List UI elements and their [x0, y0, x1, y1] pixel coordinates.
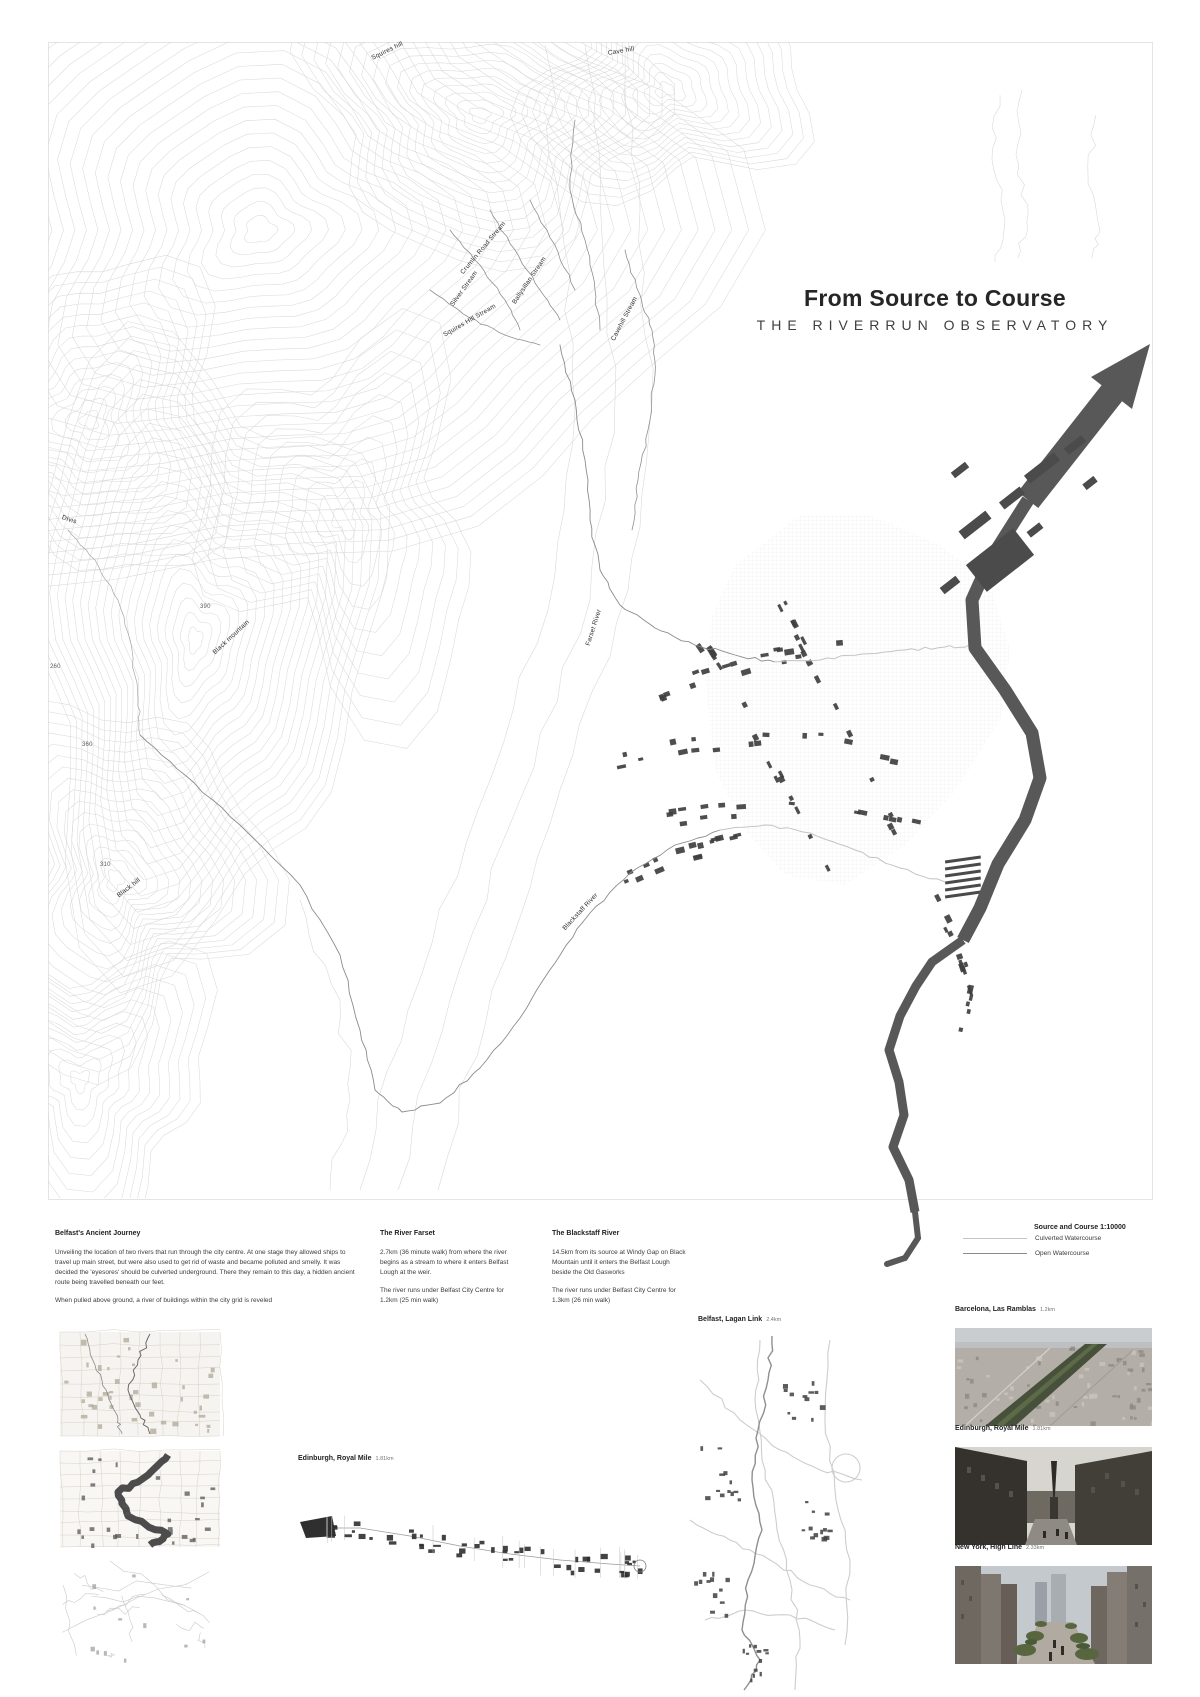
contour-number-360: 360: [82, 742, 93, 748]
edinburgh-royal-mile-plan: [300, 1516, 646, 1579]
open-line-swatch: [963, 1253, 1027, 1254]
photo-edinburgh: [955, 1447, 1152, 1545]
text-block-heading: The Blackstaff River: [552, 1230, 620, 1237]
map-label-farset-river: Farset River: [584, 608, 604, 647]
contour-number-310: 310: [100, 862, 111, 868]
legend: [963, 1224, 1133, 1265]
caption-photo-edinburgh: [955, 1425, 1051, 1432]
legend-item-label: Culverted Watercourse: [1035, 1235, 1102, 1242]
caption-text: Belfast, Lagan Link: [698, 1316, 763, 1323]
culverted-line-swatch: [963, 1238, 1027, 1239]
caption-distance: 2.4km: [766, 1317, 782, 1323]
text-block-paragraph: When pulled above ground, a river of buildings within the city grid is reveled: [55, 1297, 273, 1305]
poster-title: From Source to Course: [804, 285, 1066, 311]
caption-distance: 1.81km: [1032, 1426, 1051, 1432]
belfast-lagan-link-map: [690, 1336, 862, 1690]
map-label-cavehill-stream: Cavehill Stream: [609, 295, 640, 343]
new-york-high-line-image: [955, 1566, 1152, 1664]
text-block-heading: Belfast's Ancient Journey: [55, 1230, 141, 1237]
map-label-silver-stream: Silver Stream: [449, 269, 480, 308]
text-block-ancient-journey: [55, 1229, 355, 1314]
caption-lagan-link: [698, 1316, 781, 1323]
legend-item-label: Open Watercourse: [1035, 1250, 1090, 1257]
edinburgh-street-image: [955, 1447, 1152, 1545]
left-mini-maps: [60, 1329, 224, 1662]
text-block-paragraph: 2.7km (36 minute walk) from where the river begins as a stream to where it enters Belfast Lough at the weir.: [380, 1248, 509, 1276]
map-label-black-mountain: Black mountain: [211, 618, 251, 657]
map-label-squires-hill-stream: Squires Hill Stream: [442, 302, 498, 339]
caption-text: Edinburgh, Royal Mile: [298, 1455, 372, 1462]
map-label-cave-hill: Cave hill: [607, 45, 635, 57]
map-label-divis: Divis: [60, 514, 78, 526]
caption-distance: 1.81km: [375, 1456, 394, 1462]
legend-item-culverted: [963, 1235, 1133, 1242]
poster-subtitle: THE RIVERRUN OBSERVATORY: [756, 317, 1114, 334]
title-block: [755, 286, 1115, 333]
map-label-squires-hill: Squires hill: [370, 40, 405, 62]
text-block-paragraph: The river runs under Belfast City Centre for 1.3km (26 min walk): [552, 1287, 676, 1305]
caption-text: Edinburgh, Royal Mile: [955, 1425, 1029, 1432]
contour-number-390: 390: [200, 604, 211, 610]
text-block-heading: The River Farset: [380, 1230, 435, 1237]
caption-distance: 2.33km: [1026, 1545, 1045, 1551]
caption-photo-newyork: [955, 1544, 1044, 1551]
barcelona-aerial-image: [955, 1328, 1152, 1426]
legend-item-open: [963, 1250, 1133, 1257]
caption-photo-barcelona: [955, 1306, 1055, 1313]
legend-title: Source and Course 1:10000: [1034, 1224, 1126, 1231]
text-block-paragraph: Unveiling the location of two rivers that run through the city centre. At one stage they allowed ships to travel up main street, but were also used to get rid of waste and became polluted and smelly. It was decided the 'eyesores' should be culverted underground. There they remain to this day, a hidden ancient route being travelled beneath our feet.: [55, 1248, 355, 1287]
caption-distance: 1.2km: [1039, 1307, 1055, 1313]
photo-barcelona: [955, 1328, 1152, 1426]
map-label-black-hill: Black hill: [115, 876, 142, 900]
text-block-blackstaff-river: [552, 1229, 686, 1314]
text-block-paragraph: The river runs under Belfast City Centre for 1.2km (25 min walk): [380, 1287, 504, 1305]
map-label-ballysillan-stream: Ballysillan Stream: [511, 255, 548, 306]
photo-newyork: [955, 1566, 1152, 1664]
city-figure-ground: [617, 515, 1010, 1032]
map-label-crumlin-road-stream: Crumlin Road Stream: [459, 220, 508, 276]
caption-text: New York, High Line: [955, 1544, 1023, 1551]
caption-text: Barcelona, Las Ramblas: [955, 1306, 1036, 1313]
text-block-paragraph: 14.5km from its source at Windy Gap on Black Mountain until it enters the Belfast Lough beside the Old Gasworks: [552, 1248, 686, 1276]
text-block-river-farset: [380, 1229, 514, 1314]
caption-edinburgh-plan: [298, 1455, 394, 1462]
contour-number-260: 260: [50, 664, 61, 670]
map-label-blackstaff-river: Blackstaff River: [561, 891, 600, 932]
